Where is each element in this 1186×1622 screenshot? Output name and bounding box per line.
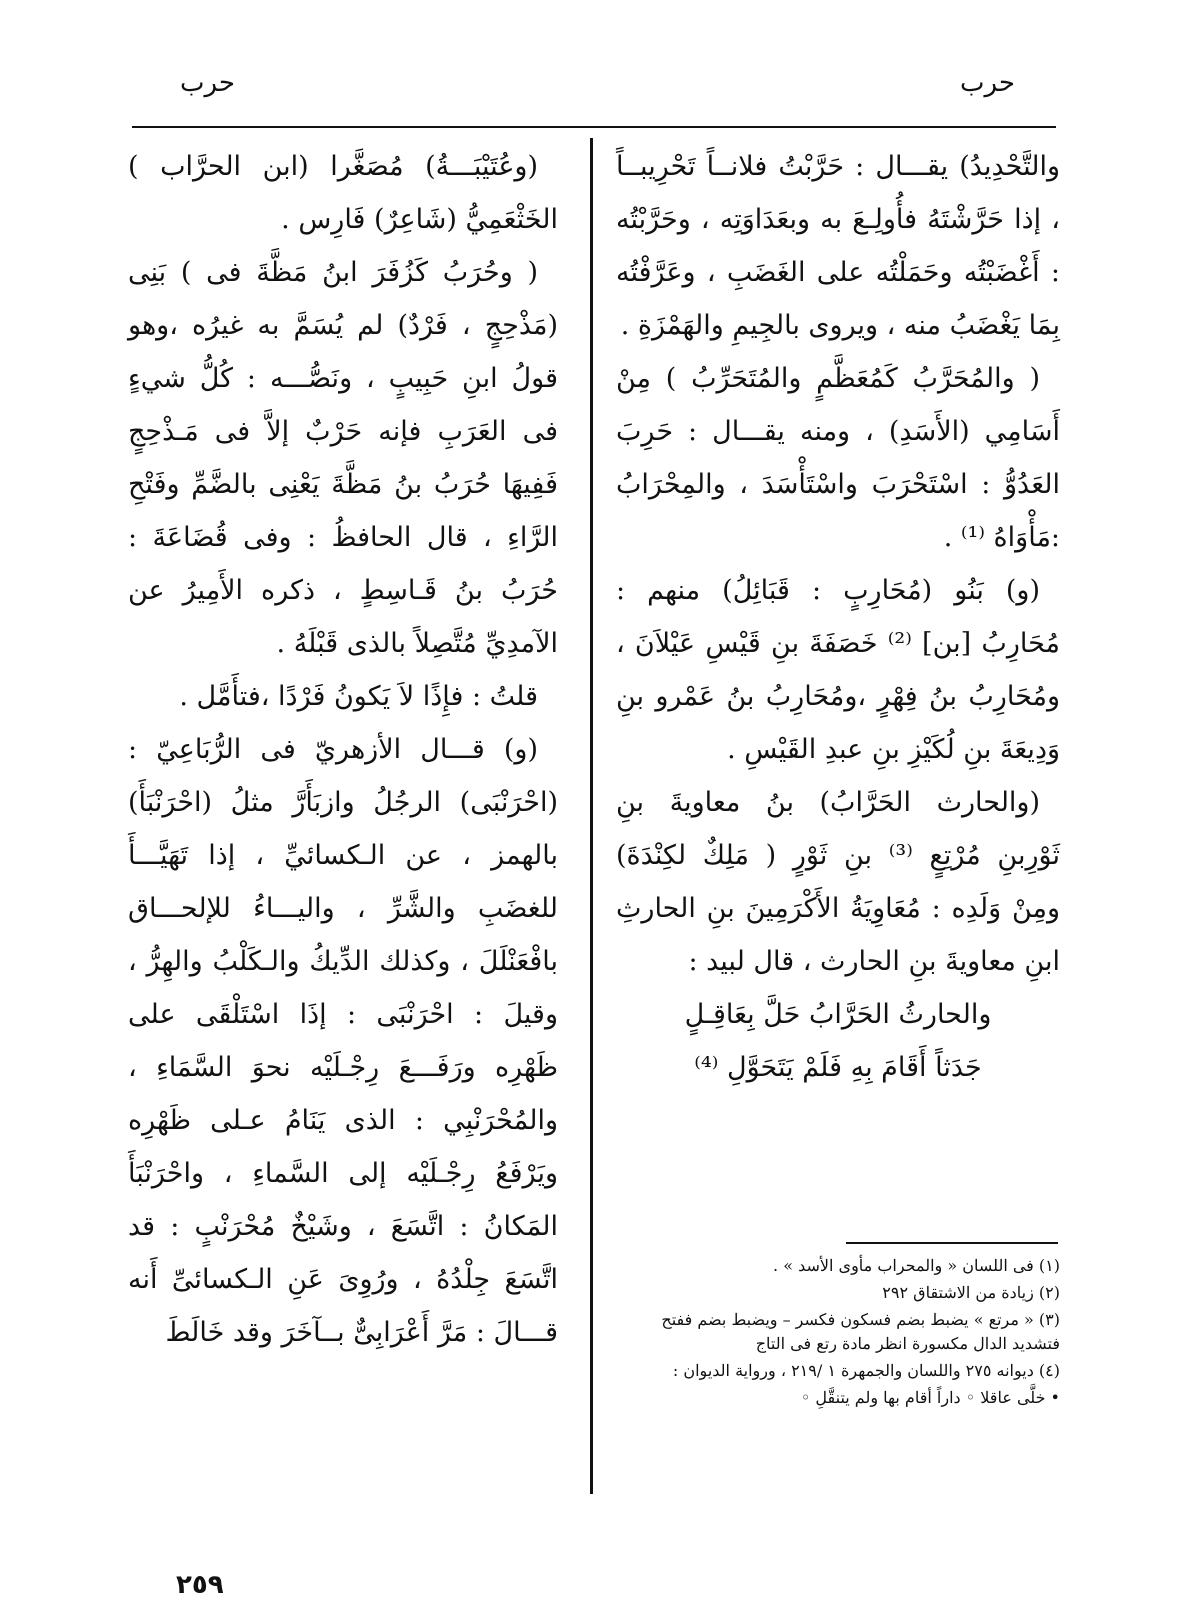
- right-column: [616, 140, 1060, 1094]
- running-header-right: حرب: [960, 68, 1015, 98]
- verse-line-1: والحارثُ الحَرَّابُ حَلَّ بِعَاقِـلٍ: [684, 999, 992, 1030]
- paragraph: (وعُتَيْبَـــةُ) مُصَغَّرا (ابن الحرَّاب ) الخَثْعَمِيُّ (شَاعِرٌ) فَارِس .: [128, 151, 558, 235]
- footnote: (٤) ديوانه ٢٧٥ واللسان والجمهرة ١ /٢١٩ ، ورواية الديوان :: [672, 1361, 1060, 1380]
- paragraph: قلتُ : فإِذًا لاَ يَكونُ فَرْدًا ،فتأَمَّل .: [179, 681, 538, 712]
- left-column: [128, 140, 558, 1359]
- footnote: (١) فى اللسان « والمحراب مأوى الأسد » .: [773, 1256, 1060, 1275]
- footnote-verse: • خلَّى عاقلا ◦ داراً أقام بها ولم يتنقَّلِ ◦: [800, 1388, 1060, 1407]
- footnotes: [616, 1254, 1060, 1413]
- paragraph: ( وحُرَبُ كَزُفَرَ ابنُ مَظَّةَ فى ) بَنِى (مَذْحِجٍ ، فَرْدٌ) لم يُسَمَّ به غيرُه ،وهو قولُ ابنِ حَبِيبٍ ، ونَصُّـــه : كُلُّ شيءٍ فى العَرَبِ فإنه حَرْبٌ إلاَّ فى مَـذْحِجٍ فَفِيهَا حُرَبُ بنُ مَظَّةَ يَعْنِى بالضَّمِّ وفَتْحِ الرَّاءِ ، قال الحافظُ : وفى قُضَاعَةَ : حُرَبُ بنُ قَـاسِطٍ ، ذكره الأَمِيرُ عن الآمدِيِّ مُتَّصِلاً بالذى قَبْلَهُ .: [128, 257, 558, 659]
- paragraph: ( والمُحَرَّبُ كَمُعَظَّمٍ والمُتَحَرِّبُ ) مِنْ أَسَامِي (الأَسَدِ) ، ومنه يقـــال : حَرِبَ العَدُوُّ : اسْتَحْرَبَ واسْتَأْسَدَ ، والمِحْرَابُ :مَأْوَاهُ ⁽¹⁾ .: [616, 363, 1060, 553]
- paragraph: (و) قـــال الأزهريّ فى الرُّبَاعِيّ : (احْرَنْبَى) الرجُلُ وازبَأَرَّ مثلُ (احْرَنْبَأَ) بالهمز ، عن الـكسائيِّ ، إذا تَهَيَّـــأَ للغضَبِ والشَّرِّ ، واليـــاءُ للإلحـــاق بافْعَنْلَلَ ، وكذلك الدِّيكُ والـكَلْبُ والهِرُّ ، وقيلَ : احْرَنْبَى : إذَا اسْتَلْقَى على ظَهْرِه ورَفَـــعَ رِجْـلَيْه نحوَ السَّمَاءِ ، والمُحْرَنْبِي : الذى يَنَامُ عـلى ظَهْرِه ويَرْفَعُ رِجْـلَيْه إلى السَّماءِ ، واحْرَنْبَأَ المَكانُ : اتَّسَعَ ، وشَيْخٌ مُحْرَنْبٍ : قد اتَّسَعَ جِلْدُهُ ، ورُوِىَ عَنِ الـكسائىِّ أَنه قـــالَ : مَرَّ أَعْرَابِىٌّ بــآخَرَ وقد خَالَطَ: [128, 734, 558, 1348]
- column-divider: [590, 138, 593, 1494]
- running-header-left: حرب: [180, 68, 235, 98]
- header-rule: [132, 126, 1056, 128]
- verse-line-2: جَدَثاً أَقَامَ بِهِ فَلَمْ يَتَحَوَّلِ ⁽⁴⁾: [694, 1052, 982, 1083]
- paragraph: والتَّحْدِيدُ) يقـــال : حَرَّبْتُ فلانــاً تَحْرِيبــاً ، إذا حَرَّشْتَهُ فأُولِـعَ به وبعَدَاوَتِه ، وحَرَّبْتُه : أَغْضَبْتُه وحَمَلْتُه على الغَضَبِ ، وعَرَّفْتُه بِمَا يَغْضَبُ منه ، ويروى بالجِيمِ والهَمْزَةِ .: [616, 151, 1060, 341]
- paragraph: (والحارث الحَرَّابُ) بنُ معاويةَ بنِ ثَوْرِبنِ مُرْتِعٍ ⁽³⁾ بنِ ثَوْرٍ ( مَلِكٌ لكِنْدَةَ) ومِنْ وَلَدِه : مُعَاوِيَةُ الأَكْرَمِينَ بنِ الحارثِ ابنِ معاويةَ بنِ الحارث ، قال لبيد :: [616, 787, 1060, 977]
- footnote: (٣) « مرتع » يضبط بضم فسكون فكسر – ويضبط بضم ففتح فتشديد الدال مكسورة انظر مادة رتع فى التاج: [661, 1310, 1060, 1353]
- footnote-rule: [846, 1242, 1058, 1244]
- paragraph: (و) بَنُو (مُحَارِبٍ : قَبَائِلُ) منهم : مُحَارِبُ [بن] ⁽²⁾ خَصَفَةَ بنِ قَيْسِ عَيْلاَنَ ، ومُحَارِبُ بنُ فِهْرٍ ،ومُحَارِبُ بنُ عَمْرو بنِ وَدِيعَةَ بنِ لُكَيْزِ بنِ عبدِ القَيْسِ .: [616, 575, 1060, 765]
- footnote: (٢) زيادة من الاشتقاق ٢٩٢: [882, 1283, 1060, 1302]
- page-number: ٢٥٩: [176, 1570, 224, 1600]
